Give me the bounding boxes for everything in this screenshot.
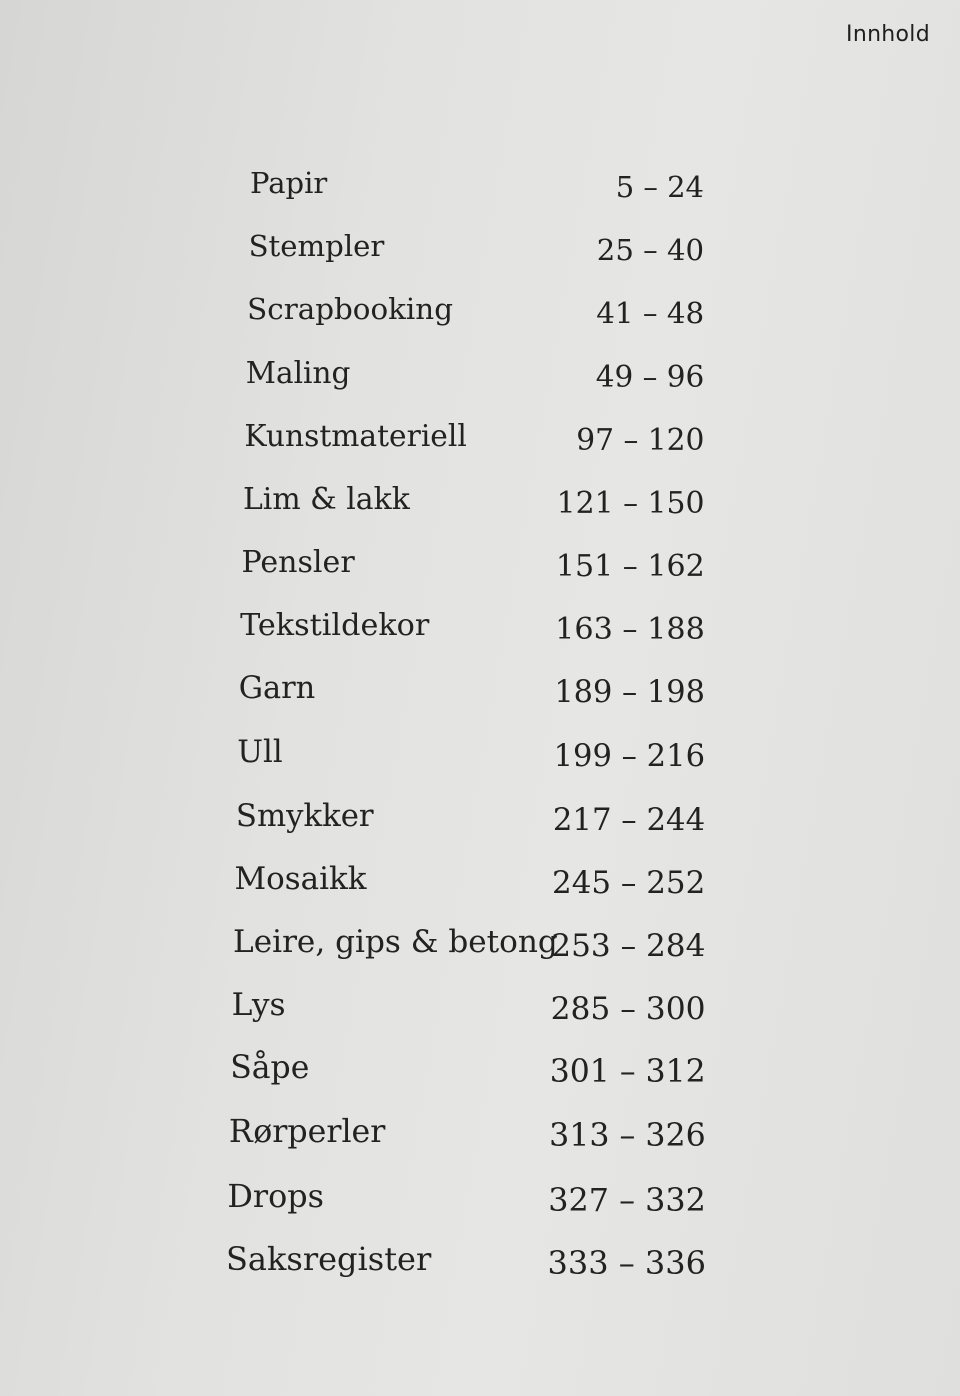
- toc-entry-pages: 313 – 326: [549, 1117, 706, 1154]
- toc-entry-title: Maling: [245, 355, 351, 390]
- toc-entry-title: Leire, gips & betong: [233, 924, 558, 961]
- toc-entry: [232, 987, 706, 1031]
- toc-entry-pages: 163 – 188: [555, 612, 705, 648]
- toc-entry-title: Papir: [250, 166, 328, 200]
- toc-entry-title: Saksregister: [226, 1240, 432, 1278]
- toc-entry-title: Lim & lakk: [242, 481, 410, 517]
- toc-entry-pages: 327 – 332: [548, 1180, 706, 1219]
- toc-entry: [244, 419, 704, 463]
- toc-entry-pages: 41 – 48: [596, 296, 705, 331]
- toc-entry-pages: 25 – 40: [596, 233, 705, 268]
- toc-entry: [249, 229, 705, 273]
- toc-entry-title: Ull: [237, 734, 283, 770]
- toc-entry-pages: 49 – 96: [595, 359, 705, 394]
- toc-entry: [240, 608, 705, 652]
- toc-entry-title: Kunstmateriell: [244, 418, 467, 454]
- toc-entry-pages: 285 – 300: [550, 991, 706, 1028]
- toc-entry-title: Tekstildekor: [240, 608, 430, 644]
- toc-entry-pages: 121 – 150: [556, 485, 705, 521]
- toc-entry: [239, 671, 705, 715]
- toc-entry-title: Mosaikk: [234, 860, 367, 897]
- toc-entry: [243, 482, 705, 526]
- toc-entry-pages: 199 – 216: [553, 738, 706, 774]
- toc-entry-title: Såpe: [230, 1050, 310, 1087]
- toc-entry: [227, 1177, 705, 1221]
- toc-entry-title: Garn: [238, 671, 316, 707]
- toc-entry-pages: 217 – 244: [552, 801, 706, 838]
- toc-entry: [250, 166, 704, 210]
- toc-entry-title: Stempler: [248, 229, 385, 264]
- toc-entry: [229, 1114, 706, 1158]
- toc-entry-title: Smykker: [235, 797, 374, 834]
- toc-entry-pages: 151 – 162: [555, 549, 705, 585]
- toc-entry: [230, 1050, 705, 1094]
- toc-entry-pages: 301 – 312: [549, 1054, 706, 1091]
- toc-entry-pages: 97 – 120: [576, 422, 705, 458]
- page-header-title: Innhold: [846, 22, 930, 47]
- toc-entry: [247, 292, 704, 336]
- toc-entry: [246, 356, 705, 400]
- toc-entry-pages: 253 – 284: [551, 928, 706, 965]
- toc-entry: [234, 861, 705, 905]
- toc-entry: [237, 735, 705, 779]
- toc-entry: [233, 924, 705, 968]
- toc-entry-pages: 333 – 336: [547, 1244, 706, 1282]
- toc-entry: [242, 545, 705, 589]
- toc-entry-title: Lys: [231, 987, 286, 1024]
- toc-entry-title: Drops: [227, 1176, 324, 1215]
- toc-entry-title: Rørperler: [228, 1113, 386, 1150]
- toc-entry-title: Pensler: [241, 545, 355, 581]
- toc-entry-pages: 5 – 24: [615, 170, 704, 204]
- toc-entry: [236, 798, 705, 842]
- toc-entry-pages: 245 – 252: [552, 864, 706, 901]
- toc-entry-pages: 189 – 198: [554, 675, 705, 711]
- toc-entry: [226, 1240, 706, 1284]
- toc-entry-title: Scrapbooking: [247, 292, 453, 327]
